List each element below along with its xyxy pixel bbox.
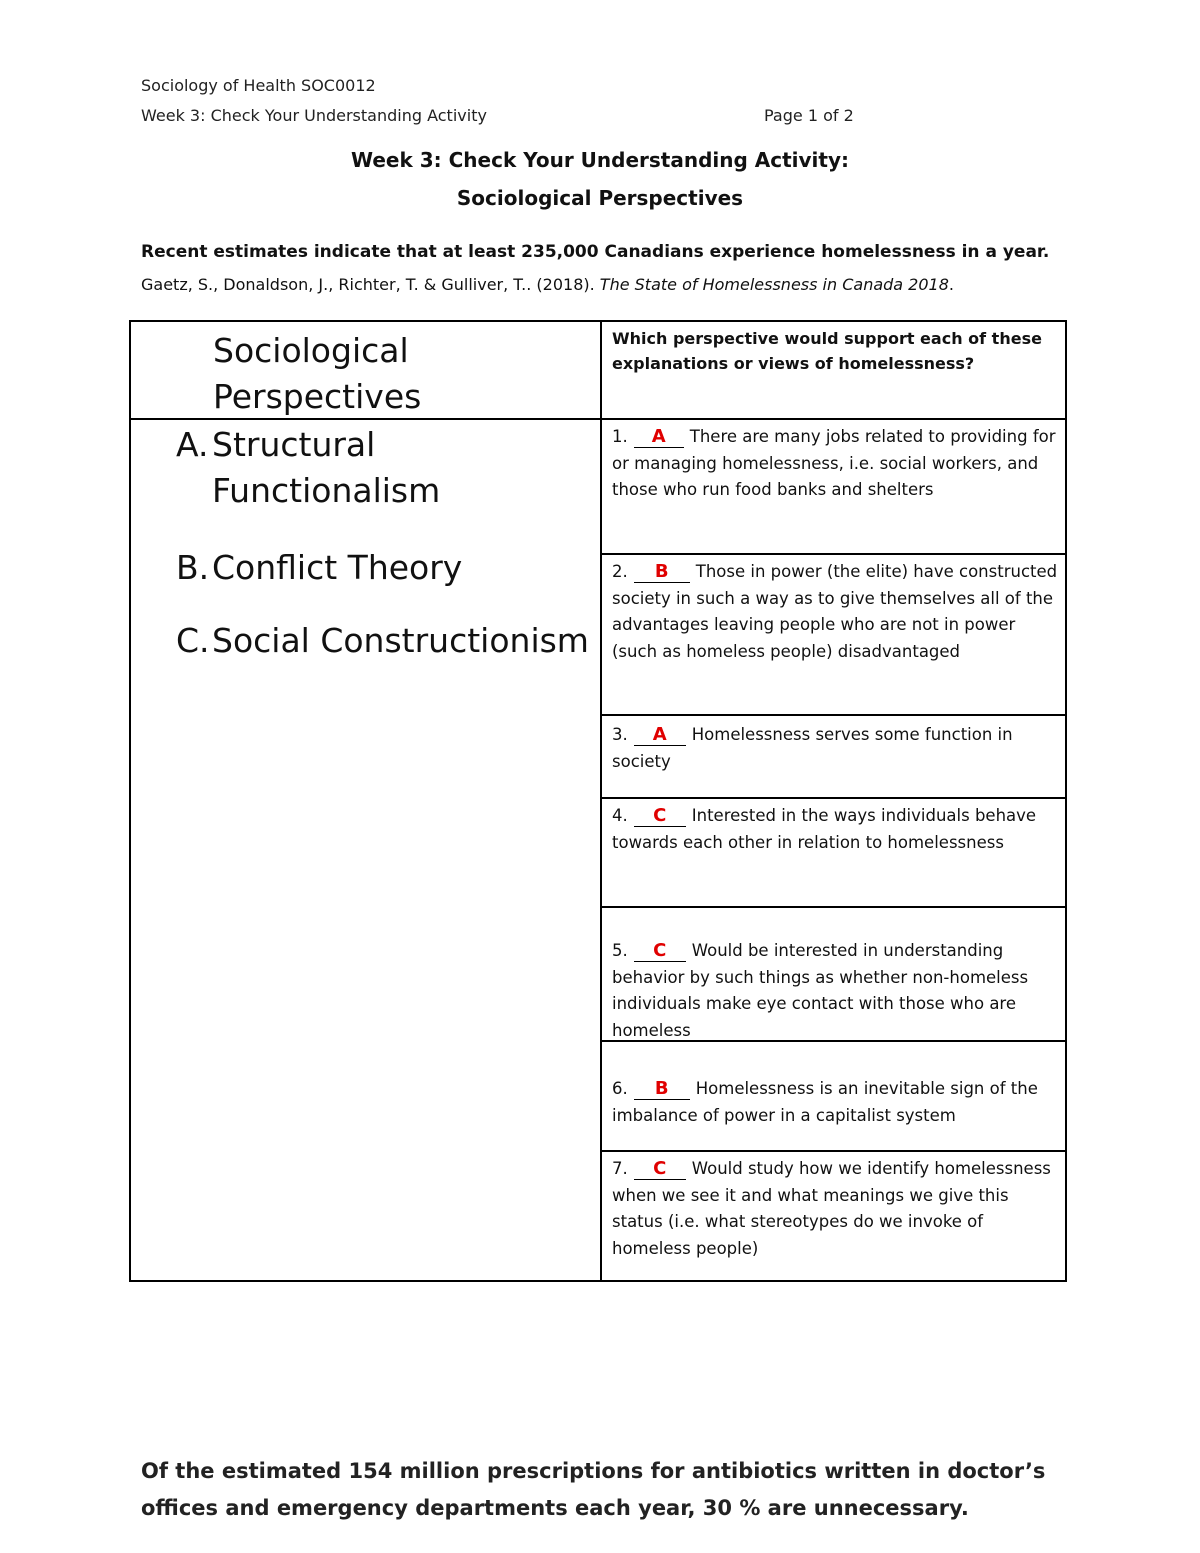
question-cell <box>602 716 1067 797</box>
question-cell <box>602 555 1067 714</box>
question-text: Those in power (the elite) have constructed society in such a way as to give themselves all of the advantages leaving people who are not in power (such as homeless people) disadvantaged <box>612 562 1058 661</box>
header-course: Sociology of Health SOC0012 <box>141 76 376 95</box>
citation-end: . <box>948 275 954 294</box>
perspective-b <box>176 545 462 591</box>
answer-letter: B <box>654 1078 669 1099</box>
page-title: Week 3: Check Your Understanding Activity: <box>350 148 850 172</box>
answer-blank <box>634 562 690 583</box>
question-text: There are many jobs related to providing for or managing homelessness, i.e. social workers, and those who run food banks and shelters <box>612 427 1056 499</box>
left-header-cell <box>131 322 600 419</box>
perspective-c <box>176 618 589 664</box>
question-number: 7. <box>612 1159 628 1178</box>
perspectives-table <box>129 320 1067 1282</box>
statistic-statement: Recent estimates indicate that at least 235,000 Canadians experience homelessness in a year. <box>141 242 1050 262</box>
left-header-text: Sociological Perspectives <box>213 331 422 416</box>
perspective-letter: A. <box>176 425 209 464</box>
perspective-a <box>176 422 452 514</box>
answer-letter: C <box>653 1158 667 1179</box>
citation <box>141 275 954 294</box>
citation-work: The State of Homelessness in Canada 2018 <box>599 275 949 294</box>
answer-letter: C <box>653 805 667 826</box>
question-text: Homelessness serves some function in society <box>612 725 1013 771</box>
answer-letter: B <box>654 561 669 582</box>
question-number: 2. <box>612 562 628 581</box>
answer-blank <box>634 941 686 962</box>
question-cell <box>602 420 1067 553</box>
question-number: 6. <box>612 1079 628 1098</box>
question-cell <box>602 799 1067 906</box>
question-text: Interested in the ways individuals behave towards each other in relation to homelessness <box>612 806 1037 852</box>
right-header-cell: Which perspective would support each of these explanations or views of homelessness? <box>612 329 1042 373</box>
row-divider <box>131 418 600 420</box>
header-activity: Week 3: Check Your Understanding Activity <box>141 106 487 125</box>
question-cell <box>602 908 1067 1040</box>
question-text: Would study how we identify homelessness when we see it and what meanings we give this status (i.e. what stereotypes do we invoke of homeless people) <box>612 1159 1051 1258</box>
bottom-statement: Of the estimated 154 million prescriptions for antibiotics written in doctor’s offices and emergency departments each year, 30 % are unnecessary. <box>141 1459 1046 1520</box>
citation-authors: Gaetz, S., Donaldson, J., Richter, T. & Gulliver, T.. (2018). <box>141 275 600 294</box>
question-number: 1. <box>612 427 628 446</box>
question-number: 5. <box>612 941 628 960</box>
perspective-letter: B. <box>176 548 210 587</box>
perspective-letter: C. <box>176 621 210 660</box>
perspective-name: Social Constructionism <box>212 621 589 660</box>
question-text: Would be interested in understanding behavior by such things as whether non-homeless individuals make eye contact with those who are homeless <box>612 941 1029 1040</box>
question-text: Homelessness is an inevitable sign of the imbalance of power in a capitalist system <box>612 1079 1038 1125</box>
answer-blank <box>634 725 686 746</box>
page-subtitle: Sociological Perspectives <box>456 186 744 210</box>
question-cell <box>602 1152 1067 1282</box>
question-number: 3. <box>612 725 628 744</box>
page-number: Page 1 of 2 <box>764 106 854 125</box>
perspective-name: Structural Functionalism <box>212 425 441 510</box>
answer-blank <box>634 1079 690 1100</box>
question-number: 4. <box>612 806 628 825</box>
question-cell <box>602 1042 1067 1150</box>
answer-blank <box>634 427 684 448</box>
answer-letter: A <box>651 426 666 447</box>
answer-blank <box>634 1159 686 1180</box>
answer-letter: A <box>652 724 667 745</box>
perspective-name: Conflict Theory <box>212 548 463 587</box>
answer-blank <box>634 806 686 827</box>
answer-letter: C <box>653 940 667 961</box>
